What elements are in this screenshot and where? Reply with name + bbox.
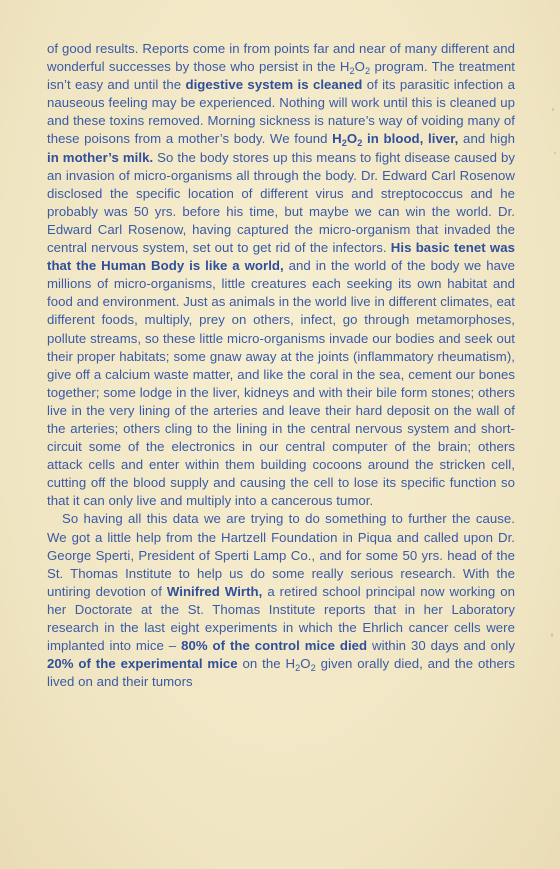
subscript: 2 [310,663,316,674]
text-run: of its parasitic infection a nauseous feeling may be experienced. Nothing will work until this is cleaned up and these toxins removed. Morning sickness is nature’s way of voiding many of these poisons from a mother’s body. We found [47,77,515,147]
text-run: program. The treatment isn’t easy and until the [47,59,515,93]
text-run: O [354,59,365,75]
paragraph [47,510,515,691]
text-run: and high [458,131,515,147]
bold-text: H [332,131,342,147]
text-run: within 30 days and only [367,638,515,654]
bold-text: in blood, liver, [362,131,459,147]
text-run: So the body stores up this means to fight disease caused by an invasion of micro-organisms all through the body. Dr. Edward Carl Rosenow disclosed the specific location of different virus and streptococcus and he probably was 50 yrs. before his time, but maybe we can win the world. Dr. Edward Carl Rosenow, having captured the micro-organism that invaded the central nervous system, set out to get rid of the infectors. [47,149,515,256]
text-run: and in the world of the body we have millions of micro-organisms, little creatures each seeking its own habitat and food and environment. Just as animals in the world live in different climates, eat different foods, multiply, prey on others, infect, go through metamorphoses, pollute streams, so these little micro-organisms invade our bodies and seek out their proper habitats; some gnaw away at the joints (inflammatory rheumatism), give off a calcium waste matter, and like the coral in the sea, cement our bones together; some lodge in the liver, kidneys and with their bile form stones; others live in the very lining of the arteries and leave their hard deposit on the wall of the arteries; others cling to the lining in the central nervous system and short-circuit some of the electronics in our central computer of the brain; others attack cells and enter within them building cocoons around the stricken cell, cutting off the blood supply and causing the cell to lose its specific function so that it can only live and multiply into a cancerous tumor. [47,258,515,509]
paragraph [47,40,515,510]
paper-speck [551,633,553,637]
bold-text: 80% of the control mice died [181,638,368,654]
subscript: 2 [364,66,371,77]
bold-text: His basic tenet was that the Human Body is like a world, [47,240,515,274]
text-run: H [339,59,350,75]
text-run: of good results. Reports come in from points far and near of many different and wonderful successes by those who persist in the [47,41,515,75]
text-run: So having all this data we are trying to do something to further the cause. We got a little help from the Hartzell Foundation in Piqua and called upon Dr. George Sperti, President of Sperti Lamp Co., and for some 50 yrs. head of the St. Thomas Institute to help us do some really serious research. With the untiring devotion of [47,511,515,599]
text-run: O [300,656,311,672]
body-text [47,40,515,691]
text-run: given orally died, and the others lived on and their tumors [47,656,515,690]
text-run: H [285,656,296,672]
subscript: 2 [295,663,301,674]
paper-speck [552,108,554,111]
bold-text: Winifred Wirth, [166,583,263,599]
subscript: 2 [349,66,355,77]
paper-speck [554,152,556,154]
text-run: on the [237,656,286,672]
subscript: 2 [341,138,347,149]
bold-text: 20% of the experimental mice [47,656,238,672]
bold-text: O [346,131,358,147]
subscript: 2 [357,138,363,149]
bold-text: digestive system is cleaned [185,77,363,93]
text-run: a retired school principal now working on her Doctorate at the St. Thomas Institute reports that in her Laboratory research in the last eight experiments in which the Ehrlich cancer cells were implanted into mice – [47,583,516,654]
bold-text: in mother’s milk. [47,149,154,165]
